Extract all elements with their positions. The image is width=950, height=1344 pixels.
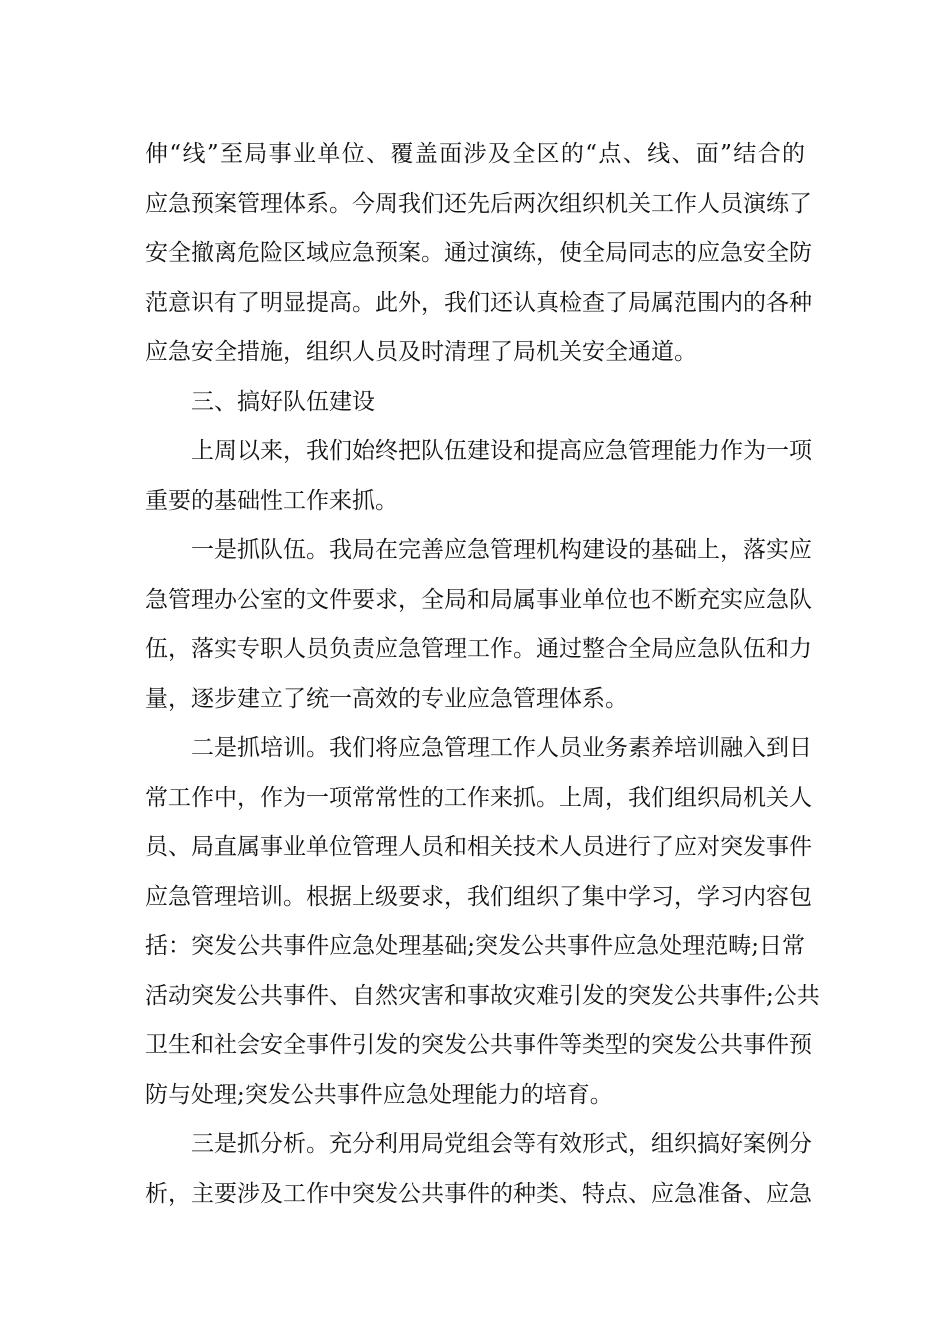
- document-body: [145, 130, 820, 1219]
- section-heading: 三、搞好队伍建设: [191, 388, 375, 415]
- text-line: 范意识有了明显提高。此外，我们还认真检查了局属范围内的各种: [145, 289, 812, 316]
- text-line: 急管理办公室的文件要求，全局和局属事业单位也不断充实应急队: [145, 586, 812, 613]
- text-line: 一是抓队伍。我局在完善应急管理机构建设的基础上，落实应: [191, 537, 812, 563]
- text-line: 安全撤离危险区域应急预案。通过演练，使全局同志的应急安全防: [145, 240, 812, 266]
- text-line: 应急安全措施，组织人员及时清理了局机关安全通道。: [145, 339, 697, 365]
- text-line: 重要的基础性工作来抓。: [145, 487, 398, 514]
- text-line: 应急管理培训。根据上级要求，我们组织了集中学习，学习内容包: [145, 883, 812, 910]
- text-line: 三是抓分析。充分利用局党组会等有效形式，组织搞好案例分: [191, 1131, 812, 1157]
- text-line: 员、局直属事业单位管理人员和相关技术人员进行了应对突发事件: [145, 834, 812, 860]
- text-line: 上周以来，我们始终把队伍建设和提高应急管理能力作为一项: [191, 438, 812, 464]
- text-line: 防与处理;突发公共事件应急处理能力的培育。: [145, 1081, 613, 1108]
- text-line: 括：突发公共事件应急处理基础;突发公共事件应急处理范畴;日常: [145, 933, 805, 959]
- text-line: 量，逐步建立了统一高效的专业应急管理体系。: [145, 685, 628, 712]
- text-line: 伸“线”至局事业单位、覆盖面涉及全区的“点、线、面”结合的: [145, 141, 805, 167]
- text-line: 应急预案管理体系。今周我们还先后两次组织机关工作人员演练了: [145, 190, 812, 217]
- text-line: 伍，落实专职人员负责应急管理工作。通过整合全局应急队伍和力: [145, 636, 812, 662]
- text-line: 卫生和社会安全事件引发的突发公共事件等类型的突发公共事件预: [145, 1032, 812, 1058]
- text-line: 二是抓培训。我们将应急管理工作人员业务素养培训融入到日: [191, 735, 812, 761]
- text-line: 析，主要涉及工作中突发公共事件的种类、特点、应急准备、应急: [145, 1180, 812, 1207]
- text-line: 常工作中，作为一项常常性的工作来抓。上周，我们组织局机关人: [145, 784, 812, 811]
- text-line: 活动突发公共事件、自然灾害和事故灾难引发的突发公共事件;公共: [145, 982, 820, 1009]
